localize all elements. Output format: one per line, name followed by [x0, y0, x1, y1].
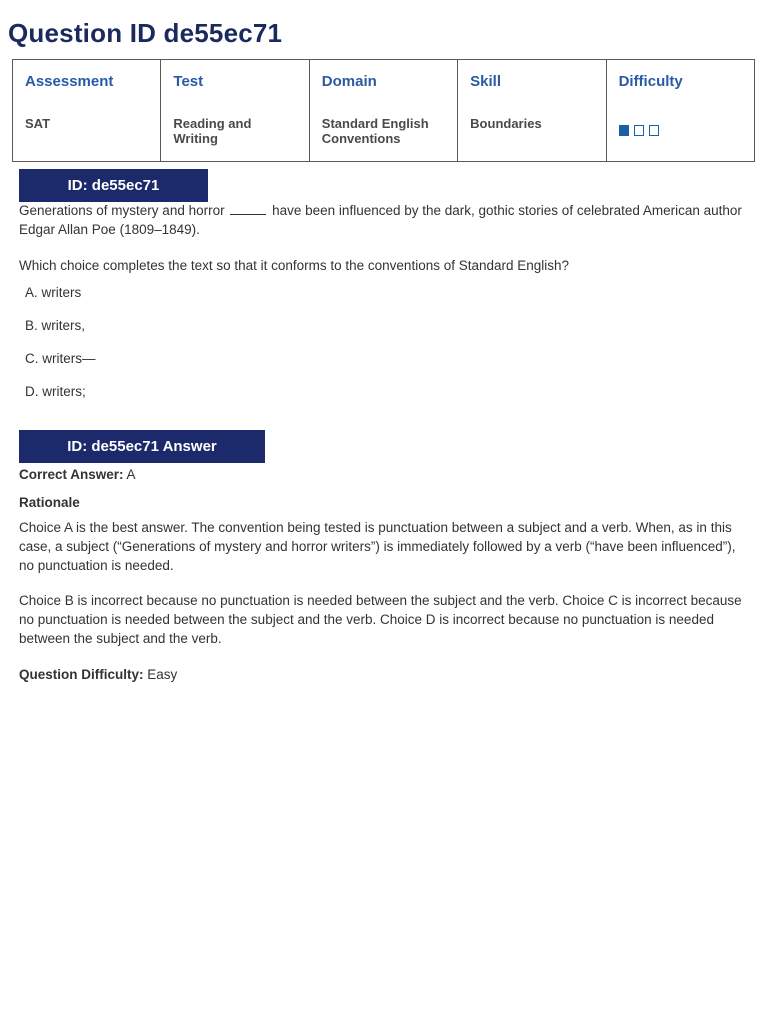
rationale-paragraph-1: Choice A is the best answer. The convention being tested is punctuation between a subject and a verb. When, as in this case, a subject (“Generations of mystery and horror writers”) is immediately followed by a verb (“have been influenced”), no punctuation is needed.	[19, 520, 736, 573]
domain-header: Domain	[321, 73, 377, 90]
passage-after: have been influenced by the dark, gothic stories of celebrated American author Edgar Allan Poe (1809–1849).	[19, 203, 742, 237]
assessment-cell	[13, 60, 161, 162]
difficulty-box-icon	[634, 125, 644, 136]
choice-letter: B.	[25, 318, 38, 333]
difficulty-header: Difficulty	[618, 73, 683, 90]
difficulty-box-icon	[649, 125, 659, 136]
difficulty-cell	[606, 60, 754, 162]
skill-cell	[458, 60, 606, 162]
choice-b	[25, 318, 85, 333]
domain-value: Standard English Conventions	[321, 116, 429, 146]
choice-text: writers—	[42, 351, 96, 366]
question-meta-table	[12, 59, 755, 162]
question-prompt: Which choice completes the text so that it conforms to the conventions of Standard English?	[19, 258, 570, 273]
choice-text: writers	[41, 285, 82, 300]
correct-answer-label: Correct Answer:	[19, 467, 124, 482]
choice-c	[25, 351, 96, 366]
choice-text: writers,	[41, 318, 86, 333]
passage-blank	[230, 202, 266, 215]
test-value: Reading and Writing	[173, 116, 252, 146]
correct-answer	[19, 465, 747, 484]
choice-text: writers;	[42, 384, 86, 399]
choice-letter: A.	[25, 285, 38, 300]
choice-a	[25, 285, 81, 300]
answer-id-banner: ID: de55ec71 Answer	[19, 430, 265, 463]
question-difficulty-value: Easy	[147, 667, 178, 682]
page-title: Question ID de55ec71	[8, 18, 283, 48]
question-id-banner: ID: de55ec71	[19, 169, 208, 202]
choice-d	[25, 384, 86, 399]
test-header: Test	[173, 73, 204, 90]
passage-before: Generations of mystery and horror	[19, 203, 225, 218]
choice-letter: C.	[25, 351, 39, 366]
assessment-header: Assessment	[25, 73, 114, 90]
choice-letter: D.	[25, 384, 39, 399]
question-difficulty-label: Question Difficulty:	[19, 667, 144, 682]
difficulty-indicator	[619, 125, 659, 136]
question-passage	[19, 201, 747, 239]
domain-cell	[309, 60, 457, 162]
assessment-value: SAT	[25, 116, 51, 131]
question-difficulty	[19, 665, 747, 684]
rationale-heading: Rationale	[19, 495, 80, 510]
correct-answer-value: A	[126, 467, 136, 482]
skill-header: Skill	[470, 73, 502, 90]
difficulty-box-icon	[619, 125, 629, 136]
rationale-paragraph-2: Choice B is incorrect because no punctuation is needed between the subject and the verb. Choice C is incorrect because no punctuation is needed between the subject and the verb. Choice D is incorrect because no punctuation is needed between the subject and the verb.	[19, 593, 742, 646]
skill-value: Boundaries	[470, 116, 542, 131]
test-cell	[161, 60, 309, 162]
